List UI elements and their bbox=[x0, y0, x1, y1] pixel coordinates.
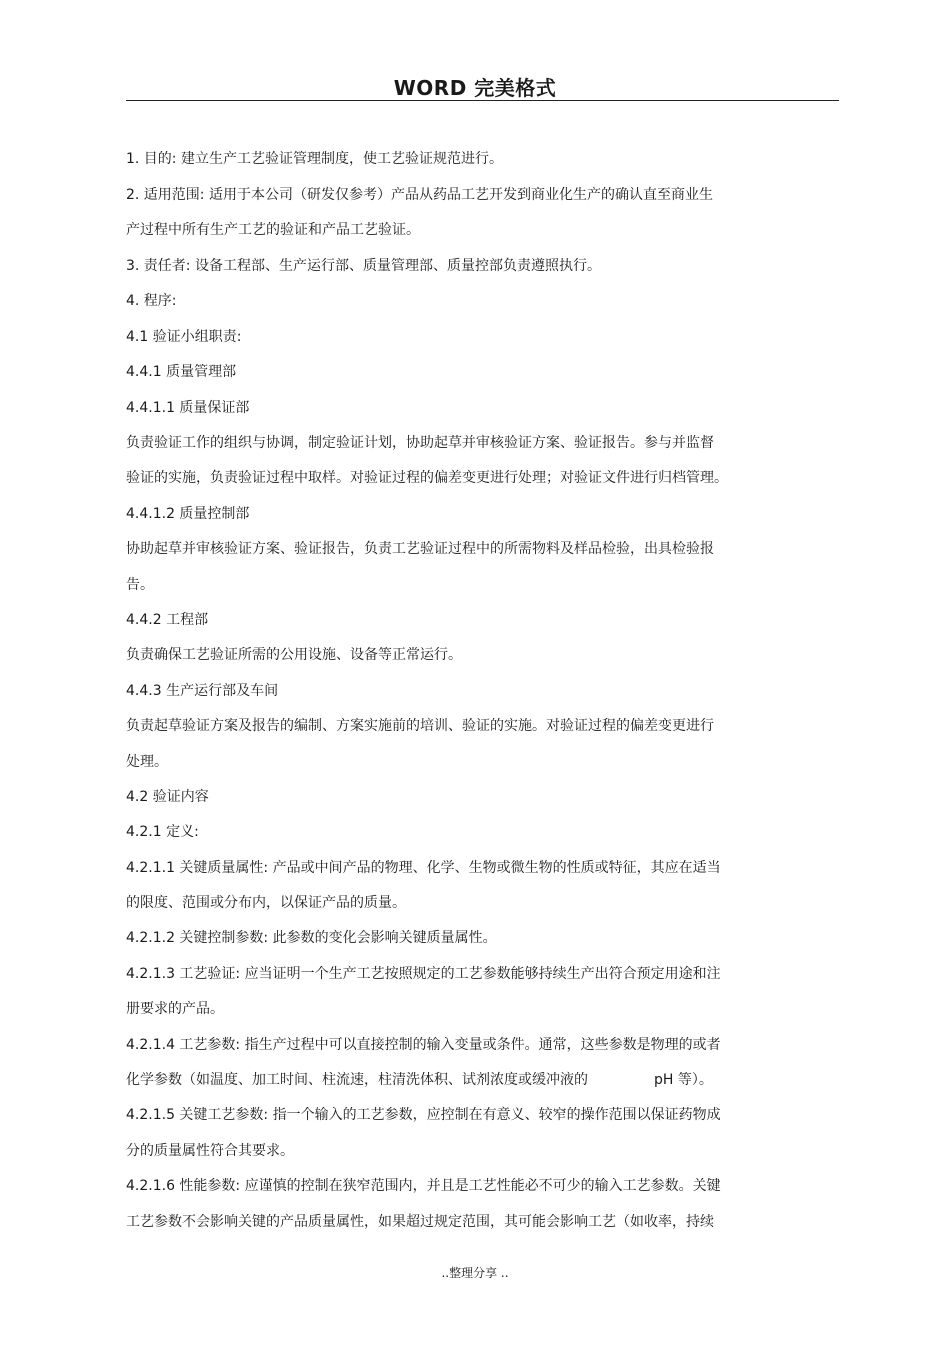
text-line: 验证的实施，负责验证过程中取样。对验证过程的偏差变更进行处理；对验证文件进行归档管理。 bbox=[126, 470, 728, 486]
text-line: 负责验证工作的组织与协调，制定验证计划，协助起草并审核验证方案、验证报告。参与并监督 bbox=[126, 435, 714, 451]
page-footer: ..整理分享 .. bbox=[441, 1266, 509, 1280]
text-line: 4.2.1 定义: bbox=[126, 824, 199, 840]
text-line-part: 化学参数（如温度、加工时间、柱流速，柱清洗体积、试剂浓度或缓冲液的 bbox=[126, 1072, 588, 1088]
text-line: 负责确保工艺验证所需的公用设施、设备等正常运行。 bbox=[126, 647, 462, 663]
text-line: 工艺参数不会影响关键的产品质量属性，如果超过规定范围，其可能会影响工艺（如收率，持续 bbox=[126, 1214, 714, 1230]
header-divider bbox=[126, 100, 839, 101]
text-line: 的限度、范围或分布内，以保证产品的质量。 bbox=[126, 895, 406, 911]
text-line: 负责起草验证方案及报告的编制、方案实施前的培训、验证的实施。对验证过程的偏差变更进行 bbox=[126, 718, 714, 734]
page-header-title: WORD 完美格式 bbox=[393, 76, 557, 100]
text-line: 协助起草并审核验证方案、验证报告，负责工艺验证过程中的所需物料及样品检验，出具检验报 bbox=[126, 541, 714, 557]
text-line: 4.4.1.1 质量保证部 bbox=[126, 400, 250, 416]
text-line: 4.2 验证内容 bbox=[126, 789, 209, 805]
text-line: 分的质量属性符合其要求。 bbox=[126, 1143, 294, 1159]
text-line: 册要求的产品。 bbox=[126, 1001, 224, 1017]
text-line: 4.2.1.3 工艺验证: 应当证明一个生产工艺按照规定的工艺参数能够持续生产出符合预定用途和注 bbox=[126, 966, 721, 982]
text-line: 4.4.2 工程部 bbox=[126, 612, 209, 628]
text-line: 4.1 验证小组职责: bbox=[126, 329, 242, 345]
text-line: 处理。 bbox=[126, 754, 168, 770]
text-line bbox=[126, 1072, 713, 1088]
text-line: 4.4.1 质量管理部 bbox=[126, 364, 237, 380]
text-line: 4.4.1.2 质量控制部 bbox=[126, 506, 250, 522]
text-line: 4. 程序: bbox=[126, 293, 177, 309]
text-line: 3. 责任者: 设备工程部、生产运行部、质量管理部、质量控部负责遵照执行。 bbox=[126, 258, 601, 274]
text-line: 4.2.1.4 工艺参数: 指生产过程中可以直接控制的输入变量或条件。通常，这些参数是物理的或者 bbox=[126, 1037, 721, 1053]
text-line: 产过程中所有生产工艺的验证和产品工艺验证。 bbox=[126, 222, 420, 238]
text-line: 1. 目的: 建立生产工艺验证管理制度，使工艺验证规范进行。 bbox=[126, 151, 503, 167]
text-line: 4.2.1.6 性能参数: 应谨慎的控制在狭窄范围内，并且是工艺性能必不可少的输入工艺参数。关键 bbox=[126, 1178, 721, 1194]
text-line: 4.4.3 生产运行部及车间 bbox=[126, 683, 279, 699]
text-line: 4.2.1.1 关键质量属性: 产品或中间产品的物理、化学、生物或微生物的性质或特征，其应在适当 bbox=[126, 860, 721, 876]
text-line: 2. 适用范围: 适用于本公司（研发仅参考）产品从药品工艺开发到商业化生产的确认直至商业生 bbox=[126, 187, 713, 203]
text-line: 4.2.1.2 关键控制参数: 此参数的变化会影响关键质量属性。 bbox=[126, 930, 497, 946]
text-line: 告。 bbox=[126, 577, 154, 593]
text-line-ph-suffix: pH 等）。 bbox=[654, 1072, 713, 1088]
text-line: 4.2.1.5 关键工艺参数: 指一个输入的工艺参数，应控制在有意义、较窄的操作范围以保证药物成 bbox=[126, 1107, 721, 1123]
